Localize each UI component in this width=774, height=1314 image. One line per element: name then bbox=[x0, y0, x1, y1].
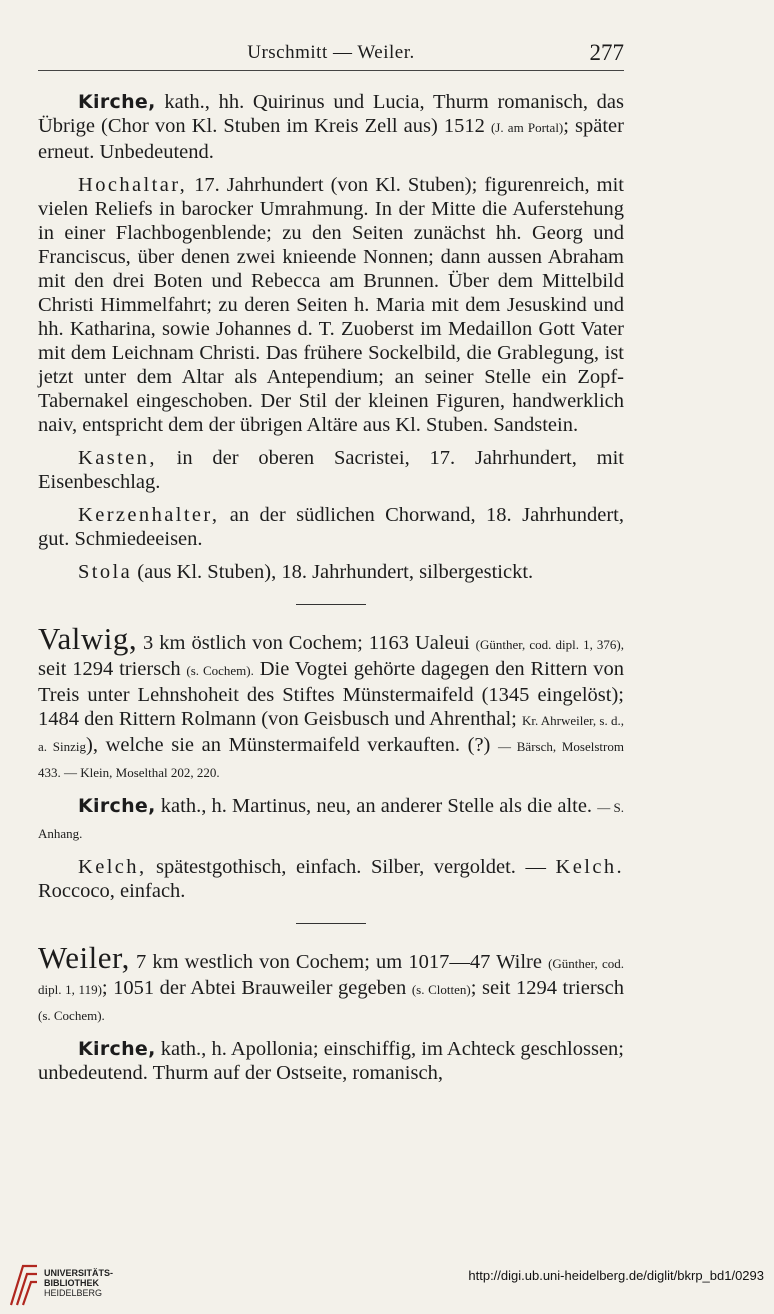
paragraph-text: kath., h. Martinus, neu, an anderer Stelle als die alte. bbox=[155, 795, 598, 817]
place-name-valwig: Valwig, bbox=[38, 621, 138, 656]
place-name-weiler: Weiler, bbox=[38, 940, 130, 975]
paragraph-kirche-weiler bbox=[38, 1037, 624, 1085]
paragraph-text: in der oberen Sacristei, 17. Jahrhundert, mit Eisenbeschlag. bbox=[38, 447, 624, 493]
entry-text: seit 1294 triersch bbox=[38, 658, 187, 680]
page-number: 277 bbox=[589, 40, 624, 65]
paragraph-kirche-urschmitt bbox=[38, 90, 624, 164]
term-kirche: Kirche, bbox=[78, 1038, 156, 1060]
library-name-line: UNIVERSITÄTS- bbox=[44, 1268, 114, 1278]
entry-text: Die Vogtei gehörte dagegen den Rittern von Treis unter Lehnshoheit des Stiftes Münstermaifeld (1345 eingelöst); 1484 den Rittern Rolmann (von Geisbusch und Ahrenthal; bbox=[38, 658, 624, 730]
paragraph-kerzenhalter bbox=[38, 503, 624, 551]
citation: (Günther, cod. dipl. 1, 376), bbox=[475, 637, 624, 652]
term-kelch: Kelch, bbox=[78, 856, 147, 878]
page-footer bbox=[0, 1258, 774, 1314]
entry-text: ; 1051 der Abtei Brauweiler gegeben bbox=[101, 977, 412, 999]
citation: — Bärsch, Moselstrom 433. — Klein, Moselthal 202, 220. bbox=[38, 739, 624, 780]
paragraph-text: an der südlichen Chorwand, 18. Jahrhundert, gut. Schmiedeeisen. bbox=[38, 504, 624, 550]
citation: (Günther, cod. dipl. 1, 119) bbox=[38, 956, 624, 997]
entry-text: ), welche sie an Münstermaifeld verkauften. (?) bbox=[86, 734, 498, 756]
entry-text: ; seit 1294 triersch bbox=[470, 977, 624, 999]
library-name-line: HEIDELBERG bbox=[44, 1288, 103, 1298]
library-name-line: BIBLIOTHEK bbox=[44, 1278, 99, 1288]
citation: (J. am Portal) bbox=[490, 120, 564, 135]
paragraph-kasten bbox=[38, 446, 624, 494]
paragraph-stola bbox=[38, 560, 624, 584]
paragraph-kelch bbox=[38, 855, 624, 903]
term-kirche: Kirche, bbox=[78, 795, 156, 817]
library-name bbox=[44, 1268, 113, 1298]
paragraph-kirche-valwig bbox=[38, 794, 624, 846]
citation: — S. Anhang. bbox=[38, 800, 625, 841]
term-kerzenhalter: Kerzenhalter, bbox=[78, 504, 220, 526]
source-url-link[interactable]: http://digi.ub.uni-heidelberg.de/diglit/bkrp_bd1/0293 bbox=[468, 1268, 764, 1283]
paragraph-text: Roccoco, einfach. bbox=[38, 880, 186, 902]
term-stola: Stola bbox=[78, 561, 133, 583]
citation: (s. Clotten) bbox=[411, 982, 471, 997]
term-kasten: Kasten, bbox=[78, 447, 157, 469]
citation: (s. Cochem). bbox=[186, 663, 254, 678]
paragraph-text: spätestgothisch, einfach. Silber, vergoldet. — bbox=[146, 856, 556, 878]
paragraph-text: ; später erneut. Unbedeutend. bbox=[38, 115, 624, 163]
section-divider bbox=[296, 604, 366, 605]
paragraph-text: kath., h. Apollonia; einschiffig, im Achteck geschlossen; unbedeutend. Thurm auf der Ostseite, romanisch, bbox=[38, 1038, 624, 1084]
paragraph-text: 17. Jahrhundert (von Kl. Stuben); figurenreich, mit vielen Reliefs in barocker Umrahmung. In der Mitte die Auferstehung in einer Flachbogenblende; zu den Seiten zunächst hh. Georg und Franciscus, über denen zwei knieende Nonnen; dann aussen Abraham mit den drei Boten und Rebecca am Brunnen. Über dem Mittelbild Christi Himmelfahrt; zu deren Seiten h. Maria mit dem Jesuskind und hh. Katharina, sowie Johannes d. T. Zuoberst im Medaillon Gott Vater mit dem Leichnam Christi. Das frühere Sockelbild, die Grablegung, ist jetzt unter dem Altar als Antependium; an seiner Stelle ein Zopf-Tabernakel eingeschoben. Der Stil der kleinen Figuren, handwerklich naiv, entspricht dem der übrigen Altäre aus Kl. Stuben. Sandstein. bbox=[38, 174, 624, 436]
paragraph-text: kath., hh. Quirinus und Lucia, Thurm romanisch, das Übrige (Chor von Kl. Stuben im Kreis Zell aus) 1512 bbox=[38, 91, 624, 137]
citation: (s. Cochem). bbox=[38, 1008, 105, 1023]
citation: Kr. Ahrweiler, s. d., a. Sinzig bbox=[38, 713, 624, 754]
paragraph-text: (aus Kl. Stuben), 18. Jahrhundert, silbergestickt. bbox=[132, 561, 534, 583]
entry-text: 3 km östlich von Cochem; 1163 Ualeui bbox=[137, 632, 476, 654]
page-header bbox=[38, 40, 624, 71]
term-kelch: Kelch. bbox=[555, 856, 624, 878]
section-divider bbox=[296, 923, 366, 924]
term-kirche: Kirche, bbox=[78, 91, 156, 113]
university-library-logo-icon bbox=[6, 1260, 42, 1310]
term-hochaltar: Hochaltar, bbox=[78, 174, 188, 196]
entry-text: 7 km westlich von Cochem; um 1017—47 Wilre bbox=[129, 951, 549, 973]
entry-weiler bbox=[38, 940, 624, 1028]
paragraph-hochaltar bbox=[38, 173, 624, 437]
entry-valwig bbox=[38, 621, 624, 785]
body-text bbox=[38, 90, 624, 1094]
running-head: Urschmitt — Weiler. bbox=[247, 42, 415, 63]
